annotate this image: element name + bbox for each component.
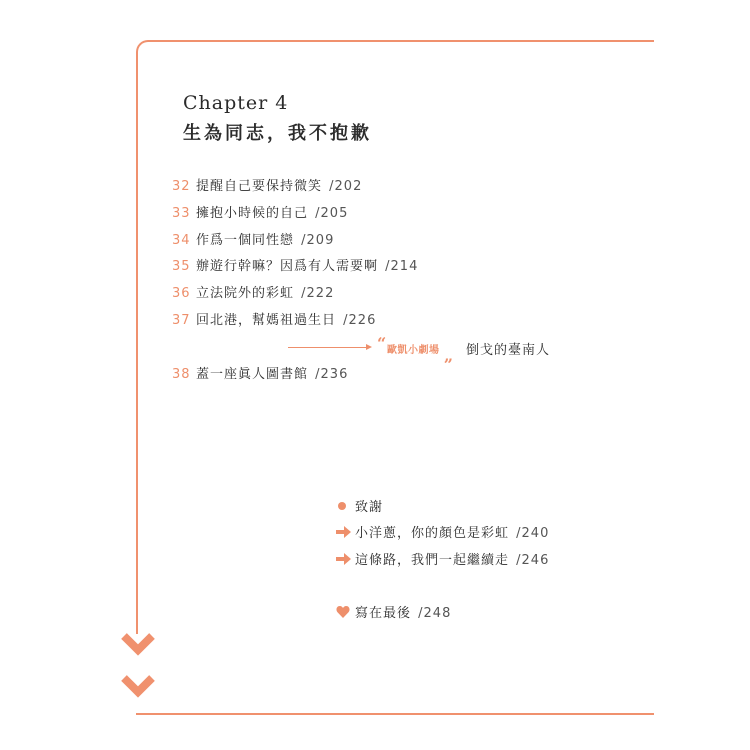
toc-entry-page: /214 xyxy=(385,259,419,274)
endmatter-title: 致謝 xyxy=(355,500,384,515)
toc-entry-number: 34 xyxy=(172,233,191,248)
toc-entry-page: /226 xyxy=(343,313,377,328)
toc-entry[interactable] xyxy=(172,286,334,302)
endmatter-entry[interactable] xyxy=(336,605,451,622)
chapter-subtitle: 生為同志，我不抱歉 xyxy=(183,123,372,144)
column-title[interactable]: 倒戈的臺南人 xyxy=(466,343,551,358)
toc-entry-page: /222 xyxy=(301,286,335,301)
endmatter-page: /246 xyxy=(516,553,550,568)
toc-entry-title: 蓋一座眞人圖書館 xyxy=(196,367,309,382)
toc-entry-page: /236 xyxy=(315,367,349,382)
endmatter-page: /240 xyxy=(516,526,550,541)
endmatter-entry[interactable] xyxy=(336,499,385,516)
toc-entry-page: /209 xyxy=(301,233,335,248)
toc-entry-number: 35 xyxy=(172,259,191,274)
toc-entry-title: 回北港，幫媽祖過生日 xyxy=(196,313,337,328)
chapter-title: Chapter 4 xyxy=(183,92,289,114)
endmatter-entry[interactable] xyxy=(336,552,549,569)
arrow-head-icon xyxy=(366,344,372,350)
column-label: 歐凱小劇場 xyxy=(387,345,440,356)
toc-entry[interactable] xyxy=(172,313,376,329)
endmatter-page: /248 xyxy=(418,606,452,621)
toc-entry-title: 立法院外的彩虹 xyxy=(196,286,295,301)
toc-entry-title: 擁抱小時候的自己 xyxy=(196,206,309,221)
arrow-right-icon xyxy=(336,552,352,566)
toc-entry-title: 作爲一個同性戀 xyxy=(196,233,295,248)
double-chevron-down-icon xyxy=(118,628,158,704)
arrow-right-icon xyxy=(336,525,352,539)
endmatter-title: 這條路，我們一起繼續走 xyxy=(355,553,510,568)
toc-entry-number: 37 xyxy=(172,313,191,328)
toc-entry-number: 36 xyxy=(172,286,191,301)
endmatter-title: 小洋蔥，你的顏色是彩虹 xyxy=(355,526,510,541)
toc-entry-title: 提醒自己要保持微笑 xyxy=(196,179,323,194)
toc-entry[interactable] xyxy=(172,259,418,275)
toc-entry[interactable] xyxy=(172,233,334,249)
frame-top-border xyxy=(136,40,654,54)
toc-entry-page: /202 xyxy=(329,179,363,194)
close-quote-icon: „ xyxy=(444,346,454,365)
toc-entry[interactable] xyxy=(172,206,348,222)
frame-left-border xyxy=(136,52,138,634)
toc-entry-title: 辦遊行幹嘛？因爲有人需要啊 xyxy=(196,259,379,274)
toc-entry[interactable] xyxy=(172,367,348,383)
endmatter-entry[interactable] xyxy=(336,525,549,542)
endmatter-title: 寫在最後 xyxy=(355,606,412,621)
dot-icon xyxy=(336,499,352,513)
toc-entry-number: 38 xyxy=(172,367,191,382)
toc-entry-number: 33 xyxy=(172,206,191,221)
column-arrow-line xyxy=(288,347,368,348)
frame-bottom-border xyxy=(136,713,654,715)
toc-entry-page: /205 xyxy=(315,206,349,221)
toc-entry-number: 32 xyxy=(172,179,191,194)
heart-icon xyxy=(336,605,352,619)
open-quote-icon: “ xyxy=(377,334,387,353)
toc-entry[interactable] xyxy=(172,179,362,195)
